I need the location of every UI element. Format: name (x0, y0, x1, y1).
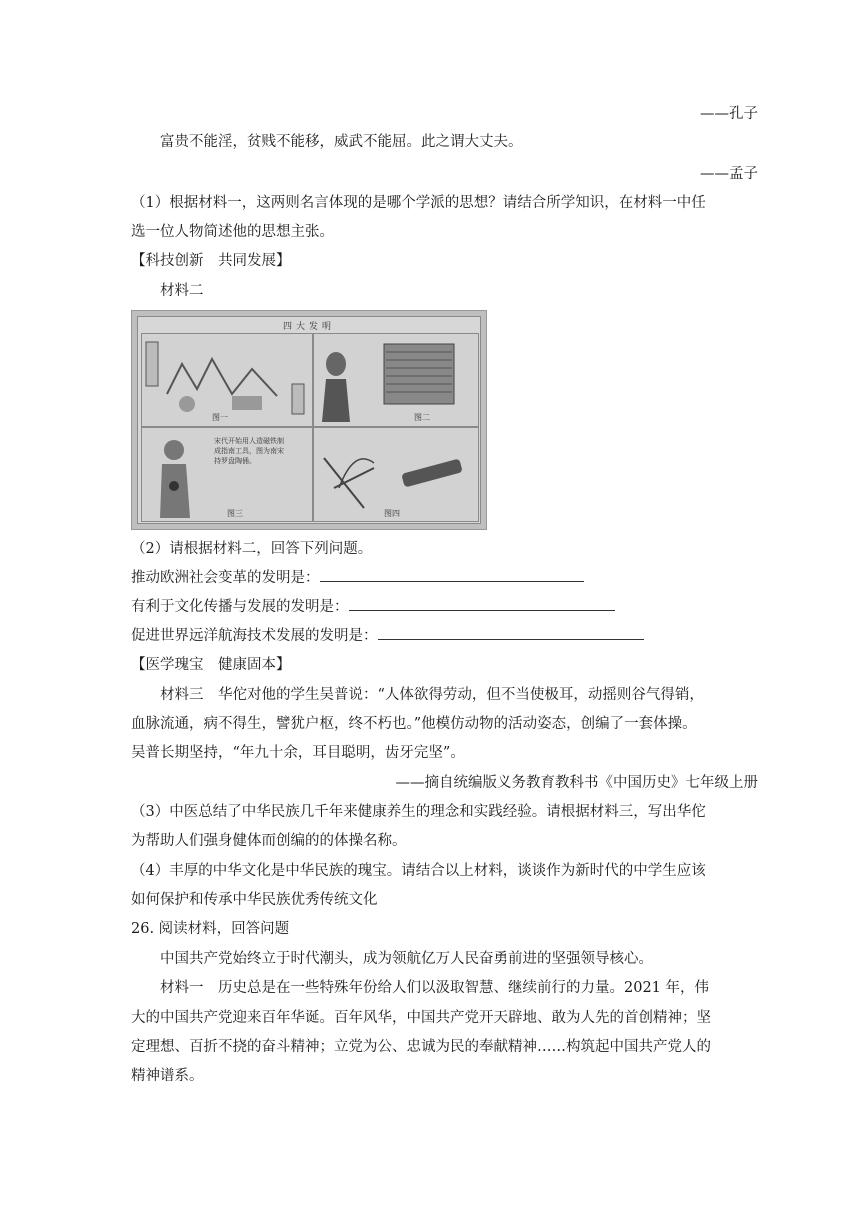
question-2-a-text: 推动欧洲社会变革的发明是： (131, 570, 320, 586)
section-heading-tech: 【科技创新 共同发展】 (131, 253, 291, 269)
material-3-line2: 血脉流通，病不得生，譬犹户枢，终不朽也。”他模仿动物的活动姿态，创编了一套体操。 (131, 716, 697, 732)
figure-note-3: 宋代开始用人造磁铁制成指南工具，图为南宋持罗盘陶俑。 (214, 437, 284, 465)
question-4-line1: （4）丰厚的中华文化是中华民族的瑰宝。请结合以上材料，谈谈作为新时代的中学生应该 (131, 863, 706, 879)
question-26-material-1-line2: 大的中国共产党迎来百年华诞。百年风华，中国共产党开天辟地、敢为人先的首创精神；坚 (131, 1010, 711, 1026)
material-3-line3: 吴普长期坚持，“年九十余，耳目聪明，齿牙完坚”。 (131, 745, 465, 761)
figure-caption-3: 图三 (227, 509, 243, 518)
question-2-c-text: 促进世界远洋航海技术发展的发明是： (131, 628, 378, 644)
answer-blank-b[interactable] (349, 596, 615, 611)
figure-panel-4 (313, 427, 479, 522)
quote1-author: ——孔子 (700, 106, 758, 122)
question-26-title: 26. 阅读材料，回答问题 (131, 921, 290, 937)
question-3-line1: （3）中医总结了中华民族几千年来健康养生的理念和实践经验。请根据材料三，写出华佗 (131, 804, 706, 820)
question-1-line1: （1）根据材料一，这两则名言体现的是哪个学派的思想？请结合所学知识，在材料一中任 (131, 195, 706, 211)
material-3-line1: 材料三 华佗对他的学生吴普说：“人体欲得劳动，但不当使极耳，动摇则谷气得销， (160, 687, 704, 703)
quote2-author: ——孟子 (700, 166, 758, 182)
figure-caption-2: 图二 (414, 413, 430, 422)
answer-blank-a[interactable] (320, 567, 584, 582)
question-4-line2: 如何保护和传承中华民族优秀传统文化 (131, 892, 378, 908)
question-2-b-text: 有利于文化传播与发展的发明是： (131, 599, 349, 615)
printing-illustration (314, 334, 478, 426)
four-inventions-figure (131, 310, 487, 530)
question-2-c (131, 625, 731, 647)
question-3-line2: 为帮助人们强身健体而创编的的体操名称。 (131, 833, 407, 849)
question-26-material-1-line4: 精神谱系。 (131, 1068, 204, 1084)
question-26-material-1-line3: 定理想、百折不挠的奋斗精神；立党为公、忠诚为民的奉献精神……构筑起中国共产党人的 (131, 1039, 711, 1055)
question-26-intro: 中国共产党始终立于时代潮头，成为领航亿万人民奋勇前进的坚强领导核心。 (160, 951, 653, 967)
question-2-b (131, 596, 731, 618)
material-3-source: ——摘自统编版义务教育教科书《中国历史》七年级上册 (395, 775, 758, 791)
figure-title: 四大发明 (282, 322, 335, 332)
quote2-text: 富贵不能淫，贫贱不能移，威武不能屈。此之谓大丈夫。 (160, 134, 523, 150)
question-1-line2: 选一位人物简述他的思想主张。 (131, 224, 334, 240)
figure-caption-1: 图一 (212, 413, 228, 422)
question-2-intro: （2）请根据材料二，回答下列问题。 (131, 541, 373, 557)
section-heading-medicine: 【医学瑰宝 健康固本】 (131, 657, 291, 673)
answer-blank-c[interactable] (378, 625, 644, 640)
figure-panel-2 (313, 333, 479, 427)
figure-panel-3 (141, 427, 313, 522)
figure-caption-4: 图四 (384, 509, 400, 518)
question-2-a (131, 567, 731, 589)
material-2-label: 材料二 (160, 283, 204, 299)
question-26-material-1-line1: 材料一 历史总是在一些特殊年份给人们以汲取智慧、继续前行的力量。2021 年，伟 (160, 980, 710, 996)
figure-panel-1 (141, 333, 313, 427)
